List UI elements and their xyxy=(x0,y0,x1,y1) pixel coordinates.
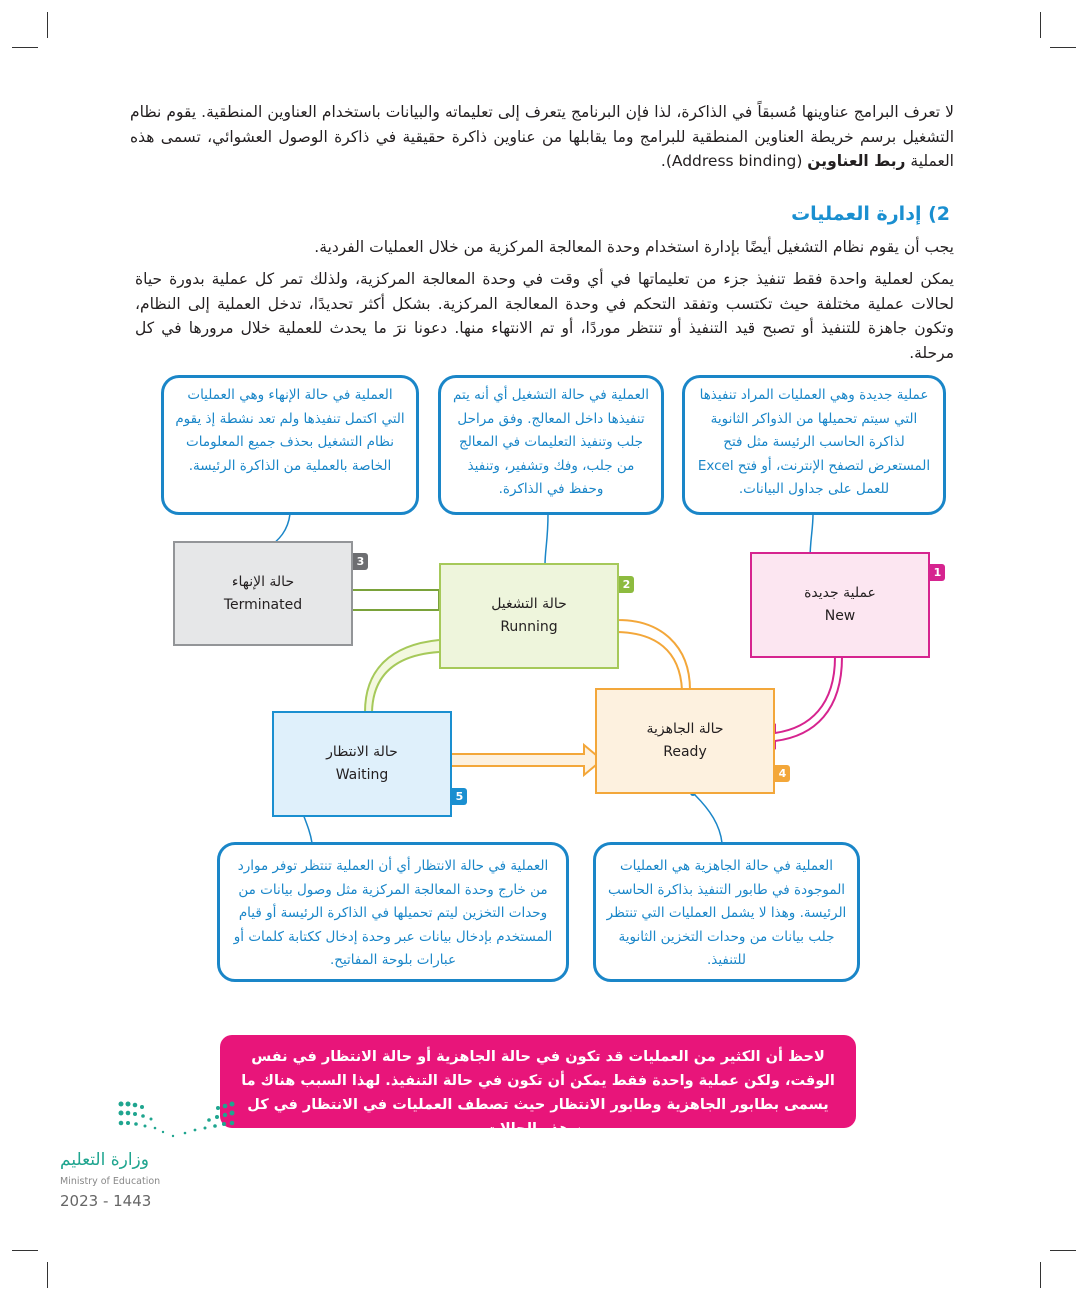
state-ready-ar: حالة الجاهزية xyxy=(646,721,724,737)
waiting-description: العملية في حالة الانتظار أي أن العملية تنتظر توفر موارد من خارج وحدة المعالجة المركزية مثل وصول بيانات من وحدات التخزين ليتم تحميلها في الذاكرة الرئيسة أو قيام المستخدم بإدخال بيانات عبر وحدة إدخال ككتابة كلمات أو عبارات بلوحة المفاتيح. xyxy=(217,842,569,982)
new-description: عملية جديدة وهي العمليات المراد تنفيذها التي سيتم تحميلها من الذواكر الثانوية لذاكرة الحاسب الرئيسة مثل فتح المستعرض لتصفح الإنترنت، أو فتح Excel للعمل على جداول البيانات. xyxy=(682,375,946,515)
state-waiting xyxy=(272,711,452,817)
running-description: العملية في حالة التشغيل أي أنه يتم تنفيذها داخل المعالج. وفق مراحل جلب وتنفيذ التعليمات في المعالج من جلب، وفك وتشفير، وتنفيذ وحفظ في الذاكرة. xyxy=(438,375,664,515)
state-ready-en: Ready xyxy=(663,744,707,760)
state-running-ar: حالة التشغيل xyxy=(491,596,567,612)
state-terminated-ar: حالة الإنهاء xyxy=(231,573,295,590)
connector-ready xyxy=(695,795,722,843)
connector-running xyxy=(545,514,548,565)
paragraph-3: يمكن لعملية واحدة فقط تنفيذ جزء من تعليماتها في أي وقت في وحدة المعالجة المركزية، ولذلك تمر كل عملية بدورة حياة لحالات عملية مختلفة حيث تكتسب وتفقد التحكم في وحدة المعالجة المركزية. بشكل أكثر تحديدًا، تدخل العملية إلى النظام، وتكون جاهزة للتنفيذ أو تصبح قيد التنفيذ أو تنتظر موردًا، أو تم الانتهاء منها. دعونا نرَ ما يحدث للعملية خلال مرورها في كل مرحلة. xyxy=(135,270,954,362)
intro-text-end: (Address binding). xyxy=(660,152,808,170)
state-new xyxy=(750,552,930,658)
state-terminated xyxy=(173,541,353,646)
paragraph-2: يجب أن يقوم نظام التشغيل أيضًا بإدارة استخدام وحدة المعالجة المركزية من خلال العمليات الفردية. xyxy=(314,238,954,256)
state-running xyxy=(439,563,619,669)
badge-3: 3 xyxy=(353,553,368,570)
terminated-description: العملية في حالة الإنهاء وهي العمليات التي اكتمل تنفيذها ولم تعد نشطة إذ يقوم نظام التشغيل بحذف جميع المعلومات الخاصة بالعملية من الذاكرة الرئيسة. xyxy=(161,375,419,515)
address-binding-term: ربط العناوين xyxy=(807,152,906,170)
badge-5: 5 xyxy=(452,788,467,805)
state-new-en: New xyxy=(824,608,856,624)
state-running-en: Running xyxy=(500,619,558,635)
state-waiting-ar: حالة الانتظار xyxy=(326,744,398,760)
edition-year: 2023 - 1443 xyxy=(60,1192,152,1210)
state-waiting-en: Waiting xyxy=(335,767,389,783)
ministry-name-ar: وزارة التعليم xyxy=(60,1150,149,1170)
badge-1: 1 xyxy=(930,564,945,581)
note-box: لاحظ أن الكثير من العمليات قد تكون في حالة الجاهزية أو حالة الانتظار في نفس الوقت، ولكن عملية واحدة فقط يمكن أن تكون في حالة التنفيذ. لهذا السبب هناك ما يسمى بطابور الجاهزية وطابور الانتظار حيث تصطف العمليات في الانتظار في كل من هذه الحالات. xyxy=(220,1035,856,1128)
section-heading: 2) إدارة العمليات xyxy=(791,203,950,225)
ministry-logo-dots-icon xyxy=(115,1098,240,1143)
badge-4: 4 xyxy=(775,765,790,782)
ministry-name-en: Ministry of Education xyxy=(60,1176,161,1187)
state-terminated-en: Terminated xyxy=(223,596,303,613)
state-ready xyxy=(595,688,775,794)
badge-2: 2 xyxy=(619,576,634,593)
ready-description: العملية في حالة الجاهزية هي العمليات الموجودة في طابور التنفيذ بذاكرة الحاسب الرئيسة. وهذا لا يشمل العمليات التي تنتظر جلب بيانات من وحدات التخزين الثانوية للتنفيذ. xyxy=(593,842,860,982)
intro-text: لا تعرف البرامج عناوينها مُسبقاً في الذاكرة، لذا فإن البرنامج يتعرف إلى تعليماته والبيانات باستخدام العناوين المنطقية. يقوم نظام التشغيل برسم خريطة العناوين المنطقية للبرامج وما يقابلها من عناوين ذاكرة حقيقية في ذاكرة الوصول العشوائي، تسمى هذه العملية xyxy=(130,103,954,170)
state-new-ar: عملية جديدة xyxy=(804,585,876,601)
